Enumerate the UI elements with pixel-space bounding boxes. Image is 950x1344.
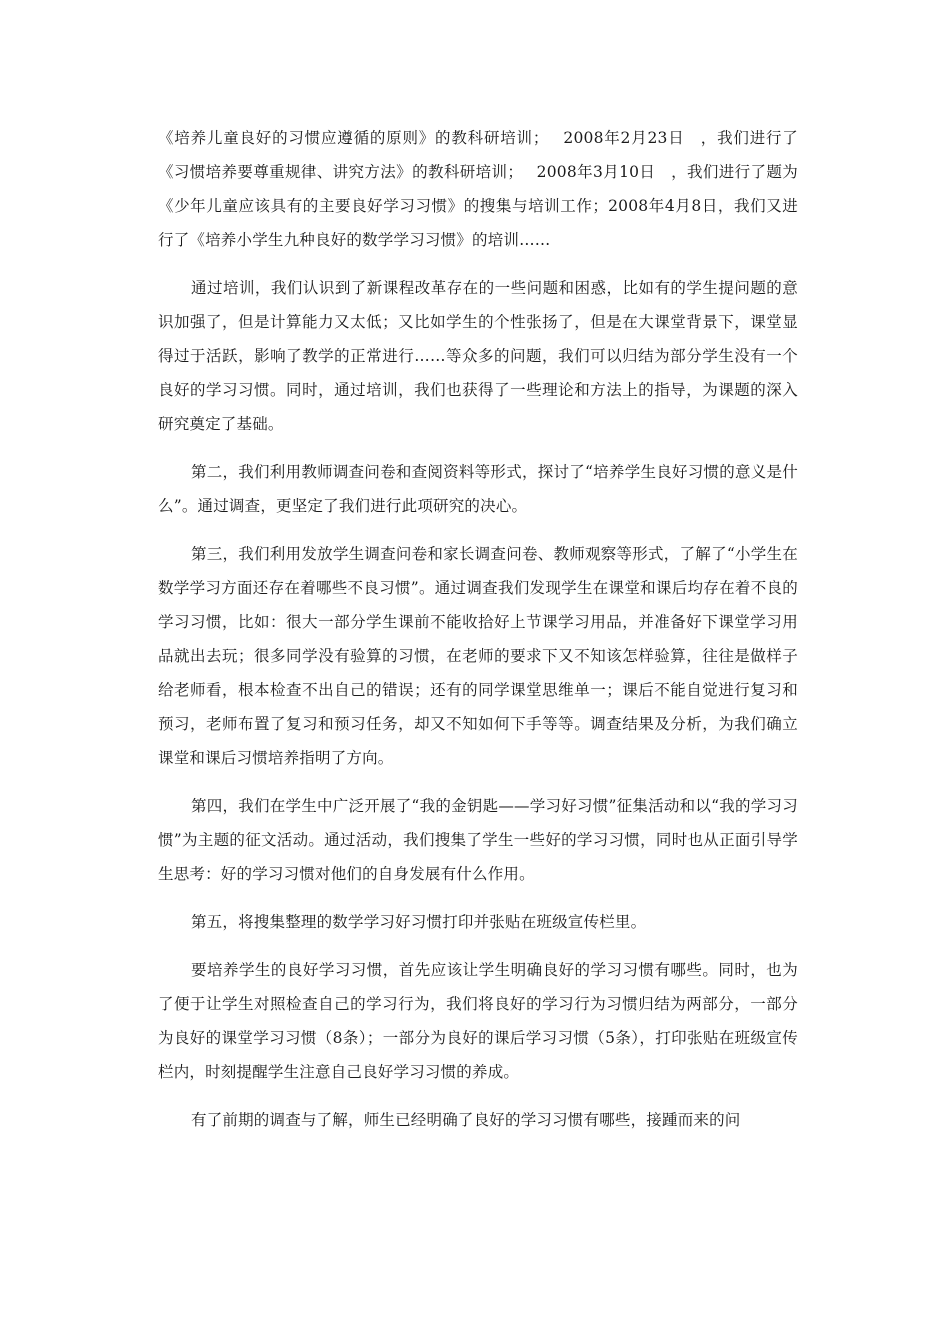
paragraph-4: 第三，我们利用发放学生调查问卷和家长调查问卷、教师观察等形式，了解了“小学生在数学学习方面还存在着哪些不良习惯”。通过调查我们发现学生在课堂和课后均存在着不良的学习习惯，比如：很大一部分学生课前不能收拾好上节课学习用品，并准备好下课堂学习用品就出去玩；很多同学没有验算的习惯，在老师的要求下又不知该怎样验算，往往是做样子给老师看，根本检查不出自己的错误；还有的同学课堂思维单一；课后不能自觉进行复习和预习，老师布置了复习和预习任务，却又不知如何下手等等。调查结果及分析，为我们确立课堂和课后习惯培养指明了方向。 [158, 545, 798, 767]
paragraph-7: 要培养学生的良好学习习惯，首先应该让学生明确良好的学习习惯有哪些。同时，也为了便于让学生对照检查自己的学习行为，我们将良好的学习行为习惯归结为两部分，一部分为良好的课堂学习习惯（8条）；一部分为良好的课后学习习惯（5条），打印张贴在班级宣传栏内，时刻提醒学生注意自己良好学习习惯的养成。 [158, 961, 798, 1081]
paragraph-5: 第四，我们在学生中广泛开展了“我的金钥匙——学习好习惯”征集活动和以“我的学习习惯”为主题的征文活动。通过活动，我们搜集了学生一些好的学习习惯，同时也从正面引导学生思考：好的学习习惯对他们的自身发展有什么作用。 [158, 797, 798, 883]
document-page [158, 121, 798, 1151]
paragraph-2: 通过培训，我们认识到了新课程改革存在的一些问题和困惑，比如有的学生提问题的意识加强了，但是计算能力又太低；又比如学生的个性张扬了，但是在大课堂背景下，课堂显得过于活跃，影响了教学的正常进行……等众多的问题，我们可以归结为部分学生没有一个良好的学习习惯。同时，通过培训，我们也获得了一些理论和方法上的指导，为课题的深入研究奠定了基础。 [158, 279, 798, 433]
paragraph-3: 第二，我们利用教师调查问卷和查阅资料等形式，探讨了“培养学生良好习惯的意义是什么”。通过调查，更坚定了我们进行此项研究的决心。 [158, 463, 798, 515]
paragraph-1: 《培养儿童良好的习惯应遵循的原则》的教科研培训； 2008年2月23日 ，我们进行了《习惯培养要尊重规律、讲究方法》的教科研培训； 2008年3月10日 ，我们进行了题为《少年儿童应该具有的主要良好学习习惯》的搜集与培训工作；2008年4月8日，我们又进行了《培养小学生九种良好的数学学习习惯》的培训…… [158, 129, 798, 249]
paragraph-6: 第五，将搜集整理的数学学习好习惯打印并张贴在班级宣传栏里。 [191, 913, 647, 931]
paragraph-8: 有了前期的调查与了解，师生已经明确了良好的学习习惯有哪些，接踵而来的问 [191, 1111, 741, 1129]
